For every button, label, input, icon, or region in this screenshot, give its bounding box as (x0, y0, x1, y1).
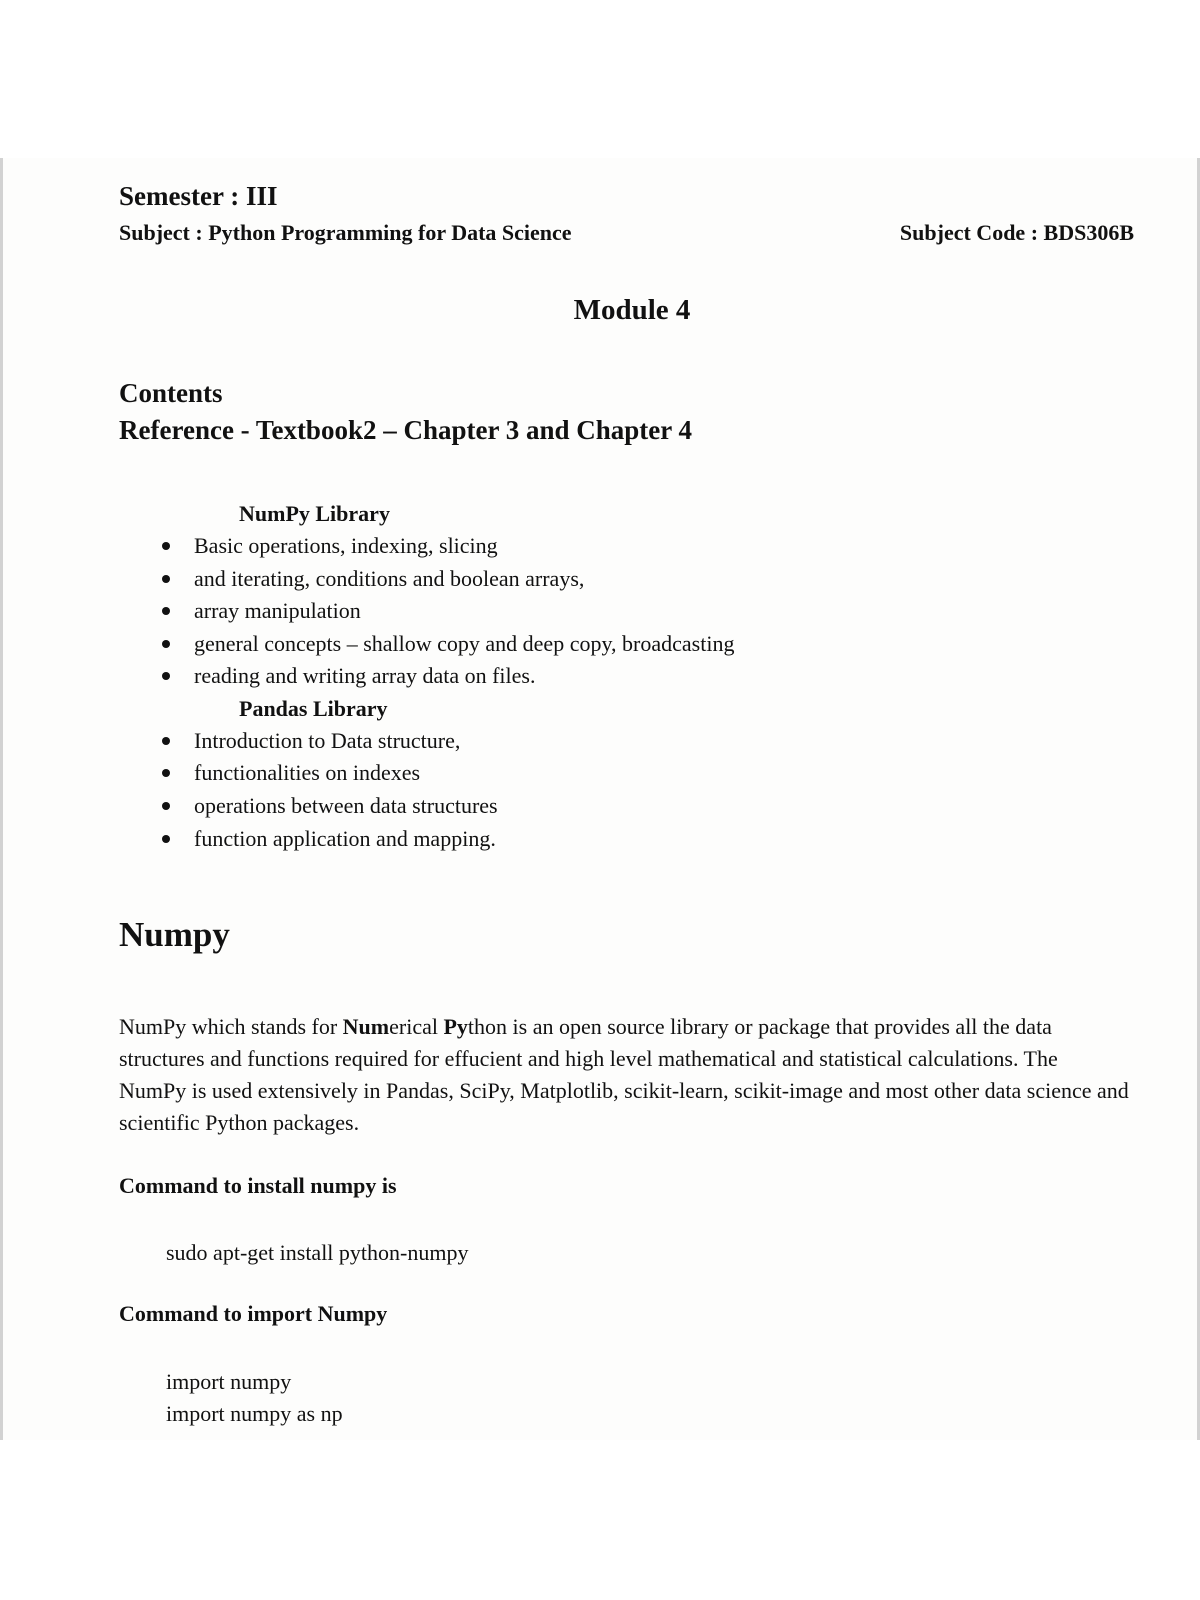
list-item-text: general concepts – shallow copy and deep copy, broadcasting (194, 631, 735, 656)
bullet-icon (162, 672, 170, 680)
numpy-section-heading: Numpy (119, 915, 230, 954)
install-command-heading: Command to install numpy is (119, 1173, 397, 1198)
list-item-text: function application and mapping. (194, 826, 496, 851)
numpy-intro-paragraph: NumPy which stands for Numerical Python is an open source library or package that provides all the data structures and functions required for effucient and high level mathematical and statistical calculations. The NumPy is used extensively in Pandas, SciPy, Matplotlib, scikit-learn, scikit-image and most other data science and scientific Python packages. (119, 1014, 1129, 1135)
subject-label: Subject : Python Programming for Data Science (119, 220, 572, 245)
import-line: import numpy as np (166, 1401, 343, 1426)
module-title: Module 4 (573, 294, 691, 326)
import-command-heading: Command to import Numpy (119, 1301, 388, 1326)
bullet-icon (162, 769, 170, 777)
reference-line: Reference - Textbook2 – Chapter 3 and Chapter 4 (119, 415, 692, 445)
list-item-text: and iterating, conditions and boolean arrays, (194, 566, 585, 591)
bullet-icon (162, 542, 170, 550)
bullet-icon (162, 802, 170, 810)
subject-code-label: Subject Code : BDS306B (899, 220, 1134, 245)
contents-heading: Contents (119, 378, 223, 408)
list-item-text: reading and writing array data on files. (194, 663, 536, 688)
import-line: import numpy (166, 1369, 292, 1394)
bullet-icon (162, 607, 170, 615)
list-item-text: Introduction to Data structure, (194, 728, 461, 753)
semester-label: Semester : III (119, 181, 278, 211)
install-command-text: sudo apt-get install python-numpy (166, 1240, 469, 1265)
page-edge-left (0, 158, 3, 1440)
bullet-icon (162, 575, 170, 583)
bullet-icon (162, 640, 170, 648)
bullet-icon (162, 737, 170, 745)
list-item-text: array manipulation (194, 598, 361, 623)
list-item-text: operations between data structures (194, 793, 498, 818)
numpy-library-title: NumPy Library (239, 501, 390, 526)
bullet-icon (162, 835, 170, 843)
pandas-library-title: Pandas Library (239, 696, 388, 721)
list-item-text: Basic operations, indexing, slicing (194, 533, 498, 558)
list-item-text: functionalities on indexes (194, 760, 421, 785)
